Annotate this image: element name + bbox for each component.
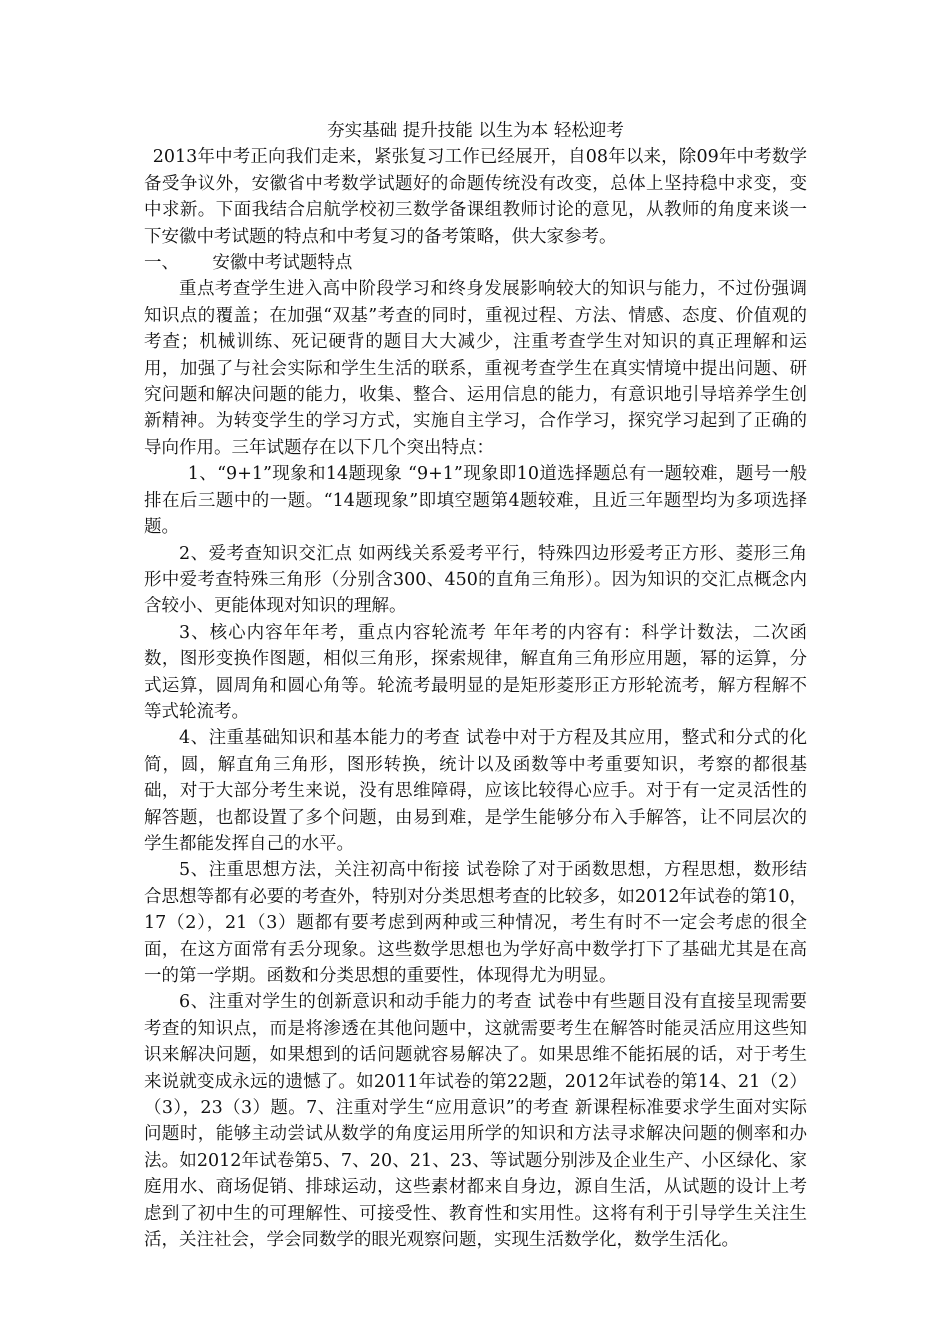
point-1-paragraph: 1、“9+1”现象和14题现象 “9+1”现象即10道选择题总有一题较难，题号一般排在后三题中的一题。“14题现象”即填空题第4题较难，且近三年题型均为多项选择题。 — [144, 464, 807, 538]
point-6-paragraph: 6、注重对学生的创新意识和动手能力的考查 试卷中有些题目没有直接呈现需要考查的知识点，而是将渗透在其他问题中，这就需要考生在解答时能灵活应用这些知识来解决问题，如果想到的话问题就容易解决了。如果思维不能拓展的话，对于考生来说就变成永远的遗憾了。如2011年试卷的第22题，2012年试卷的第14、21（2）（3），23（3）题。7、注重对学生“应用意识”的考查 新课程标准要求学生面对实际问题时，能够主动尝试从数学的角度运用所学的知识和方法寻求解决问题的侧率和办法。如2012年试卷第5、7、20、21、23、等试题分别涉及企业生产、小区绿化、家庭用水、商场促销、排球运动，这些素材都来自身边，源自生活，从试题的设计上考虑到了初中生的可理解性、可接受性、教育性和实用性。这将有利于引导学生关注生活，关注社会，学会同数学的眼光观察问题，实现生活数学化，数学生活化。 — [144, 992, 807, 1251]
point-2-paragraph: 2、爱考查知识交汇点 如两线关系爱考平行，特殊四边形爱考正方形、菱形三角形中爱考查特殊三角形（分别含300、450的直角三角形）。因为知识的交汇点概念内含较小、更能体现对知识的理解。 — [144, 543, 807, 617]
document-title: 夯实基础 提升技能 以生为本 轻松迎考 — [327, 121, 624, 141]
point-4-paragraph: 4、注重基础知识和基本能力的考查 试卷中对于方程及其应用，整式和分式的化简，圆，解直角三角形，图形转换，统计以及函数等中考重要知识，考察的都很基础，对于大部分考生来说，没有思维障碍，应该比较得心应手。对于有一定灵活性的解答题，也都设置了多个问题，由易到难，是学生能够分布入手解答，让不同层次的学生都能发挥自己的水平。 — [144, 728, 807, 854]
point-5-paragraph: 5、注重思想方法，关注初高中衔接 试卷除了对于函数思想，方程思想，数形结合思想等都有必要的考查外，特别对分类思想考查的比较多，如2012年试卷的第10，17（2），21（3）题都有要考虑到两种或三种情况，考生有时不一定会考虑的很全面，在这方面常有丢分现象。这些数学思想也为学好高中数学打下了基础尤其是在高一的第一学期。函数和分类思想的重要性，体现得尤为明显。 — [144, 860, 807, 986]
section-intro-paragraph: 重点考查学生进入高中阶段学习和终身发展影响较大的知识与能力，不过份强调知识点的覆盖；在加强“双基”考查的同时，重视过程、方法、情感、态度、价值观的考查；机械训练、死记硬背的题目大大减少，注重考查学生对知识的真正理解和运用，加强了与社会实际和学生生活的联系，重视考查学生在真实情境中提出问题、研究问题和解决问题的能力，收集、整合、运用信息的能力，有意识地引导培养学生创新精神。为转变学生的学习方式，实施自主学习，合作学习，探究学习起到了正确的导向作用。三年试题存在以下几个突出特点： — [144, 279, 807, 458]
document-page — [144, 118, 807, 1253]
intro-paragraph: 2013年中考正向我们走来，紧张复习工作已经展开，自08年以来，除09年中考数学备受争议外，安徽省中考数学试题好的命题传统没有改变，总体上坚持稳中求变，变中求新。下面我结合启航学校初三数学备课组教师讨论的意见，从教师的角度来谈一下安徽中考试题的特点和中考复习的备考策略，供大家参考。 — [144, 147, 807, 247]
section-heading: 一、 安徽中考试题特点 — [144, 253, 353, 274]
point-3-paragraph: 3、核心内容年年考，重点内容轮流考 年年考的内容有：科学计数法，二次函数，图形变换作图题，相似三角形，探索规律，解直角三角形应用题，幂的运算，分式运算，圆周角和圆心角等。轮流考最明显的是矩形菱形正方形轮流考，解方程解不等式轮流考。 — [144, 622, 807, 722]
